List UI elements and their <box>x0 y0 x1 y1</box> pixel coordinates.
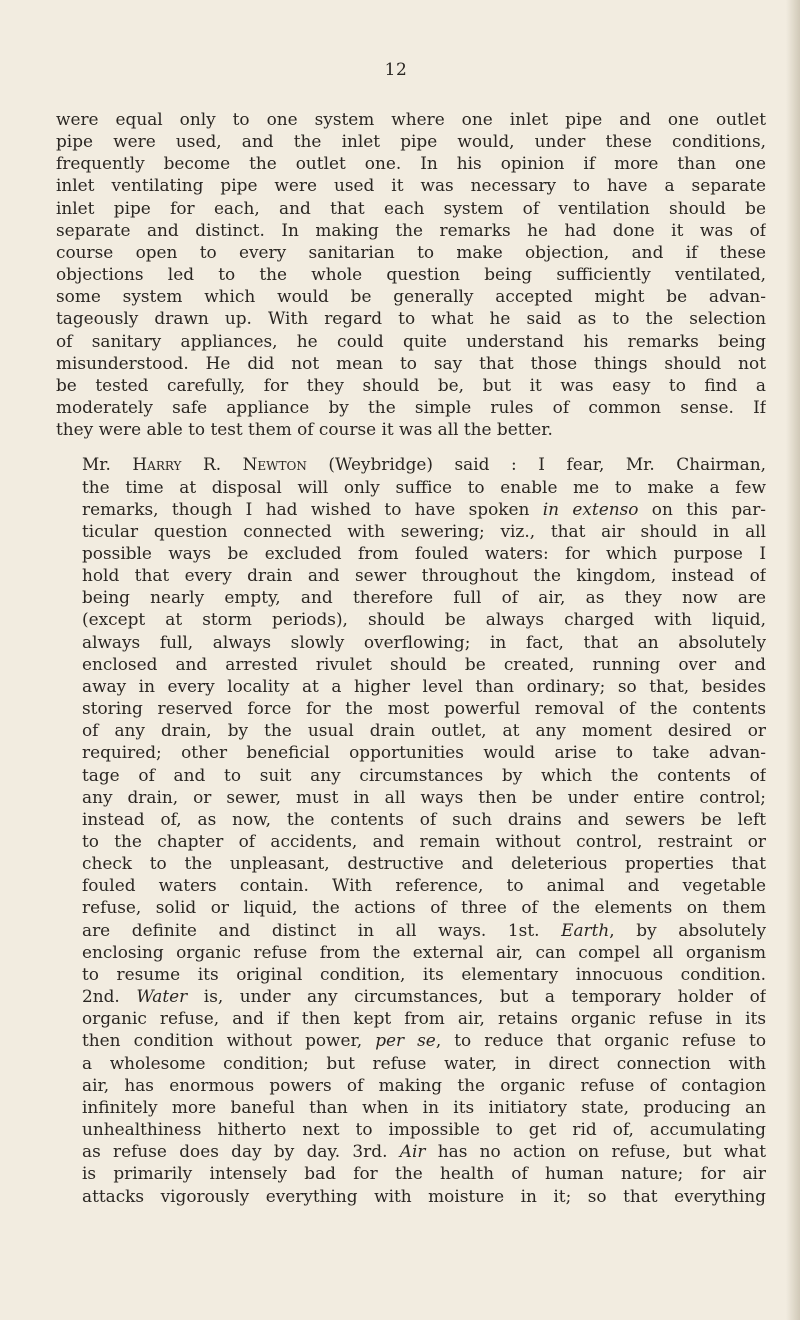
text-line: enclosing organic refuse from the external air, can compel all organism <box>82 941 766 962</box>
text-line: infinitely more baneful than when in its initiatory state, producing an <box>82 1096 766 1117</box>
text-line <box>56 919 766 941</box>
text-line: objections led to the whole question being sufficiently ventilated, <box>56 264 766 285</box>
text-line: storing reserved force for the most powerful removal of the contents <box>82 698 766 719</box>
text-segment: 2nd. <box>82 986 137 1007</box>
text-line: any drain, or sewer, must in all ways then be under entire control; <box>82 786 766 807</box>
text-line <box>56 1029 766 1051</box>
text-line: being nearly empty, and therefore full of air, as they now are <box>82 587 766 608</box>
text-segment: remarks, though I had wished to have spoken <box>82 498 543 519</box>
text-line <box>56 985 766 1007</box>
text-line: attacks vigorously everything with moisture in it; so that everything <box>82 1185 766 1206</box>
body-text <box>56 108 766 1207</box>
text-line: a wholesome condition; but refuse water, in direct connection with <box>82 1052 766 1073</box>
text-line: instead of, as now, the contents of such drains and sewers be left <box>82 808 766 829</box>
text-line: check to the unpleasant, destructive and deleterious properties that <box>82 853 766 874</box>
italic-phrase: Earth <box>561 919 610 940</box>
page-edge-shadow <box>786 0 800 1320</box>
paragraph-1 <box>56 108 766 440</box>
text-line: tageously drawn up. With regard to what he said as to the selection <box>56 308 766 329</box>
text-line: inlet pipe for each, and that each system of ventilation should be <box>56 197 766 218</box>
text-line <box>56 453 766 475</box>
text-segment: , to reduce that organic refuse to <box>435 1030 766 1051</box>
text-line: required; other beneficial opportunities would arise to take advan- <box>82 742 766 763</box>
text-line: refuse, solid or liquid, the actions of three of the elements on them <box>82 897 766 918</box>
text-line: fouled waters contain. With reference, to animal and vegetable <box>82 875 766 896</box>
speaker-prefix: Mr. <box>82 454 133 475</box>
text-segment: are definite and distinct in all ways. 1st. <box>82 919 562 940</box>
text-line: misunderstood. He did not mean to say that those things should not <box>56 352 766 373</box>
speaker-name: Harry R. Newton <box>132 454 307 475</box>
text-line: inlet ventilating pipe were used it was necessary to have a separate <box>56 175 766 196</box>
text-line: course open to every sanitarian to make objection, and if these <box>56 241 766 262</box>
text-line: is primarily intensely bad for the health of human nature; for air <box>82 1163 766 1184</box>
text-segment: is, under any circumstances, but a temporary holder of <box>187 986 766 1007</box>
text-line: to resume its original condition, its elementary innocuous condition. <box>82 963 766 984</box>
text-line: (except at storm periods), should be always charged with liquid, <box>82 609 766 630</box>
text-line: of any drain, by the usual drain outlet, at any moment desired or <box>82 720 766 741</box>
text-segment: has no action on refuse, but what <box>425 1141 766 1162</box>
paragraph-2 <box>56 453 766 1206</box>
text-line: organic refuse, and if then kept from air, retains organic refuse in its <box>82 1008 766 1029</box>
text-line: to the chapter of accidents, and remain without control, restraint or <box>82 831 766 851</box>
text-segment: then condition without power, <box>82 1030 376 1051</box>
text-line: of sanitary appliances, he could quite understand his remarks being <box>56 330 766 351</box>
text-segment: , by absolutely <box>609 919 766 940</box>
text-segment: as refuse does day by day. 3rd. <box>82 1141 400 1162</box>
text-line: some system which would be generally accepted might be advan- <box>56 286 766 307</box>
text-line: the time at disposal will only suffice to enable me to make a few <box>82 476 766 497</box>
text-line: air, has enormous powers of making the organic refuse of contagion <box>82 1074 766 1095</box>
text-line: possible ways be excluded from fouled waters: for which purpose I <box>82 542 766 563</box>
text-line <box>56 1140 766 1162</box>
page-number: 12 <box>384 60 408 80</box>
italic-phrase: per se <box>375 1030 436 1051</box>
text-line: separate and distinct. In making the remarks he had done it was of <box>56 219 766 240</box>
text-line: moderately safe appliance by the simple rules of common sense. If <box>56 397 766 418</box>
speaker-suffix: (Weybridge) said : I fear, Mr. Chairman, <box>306 454 766 475</box>
text-line: frequently become the outlet one. In his opinion if more than one <box>56 153 766 174</box>
text-line: be tested carefully, for they should be, but it was easy to find a <box>56 374 766 395</box>
italic-phrase: Air <box>399 1141 426 1162</box>
text-line: were equal only to one system where one inlet pipe and one outlet <box>56 109 766 129</box>
text-line: tage of and to suit any circumstances by which the contents of <box>82 764 766 785</box>
text-line: enclosed and arrested rivulet should be created, running over and <box>82 653 766 674</box>
italic-phrase: in extenso <box>542 498 639 519</box>
text-line: unhealthiness hitherto next to impossible to get rid of, accumulating <box>82 1119 766 1140</box>
text-line: hold that every drain and sewer throughout the kingdom, instead of <box>82 565 766 586</box>
text-line: pipe were used, and the inlet pipe would, under these conditions, <box>56 131 766 152</box>
italic-phrase: Water <box>136 986 188 1007</box>
text-line: away in every locality at a higher level than ordinary; so that, besides <box>82 675 766 696</box>
text-line: always full, always slowly overflowing; in fact, that an absolutely <box>82 631 766 652</box>
text-line: they were able to test them of course it was all the better. <box>56 419 553 440</box>
text-line: ticular question connected with sewering; viz., that air should in all <box>82 520 766 541</box>
text-line <box>56 498 766 520</box>
text-segment: on this par- <box>638 498 766 519</box>
